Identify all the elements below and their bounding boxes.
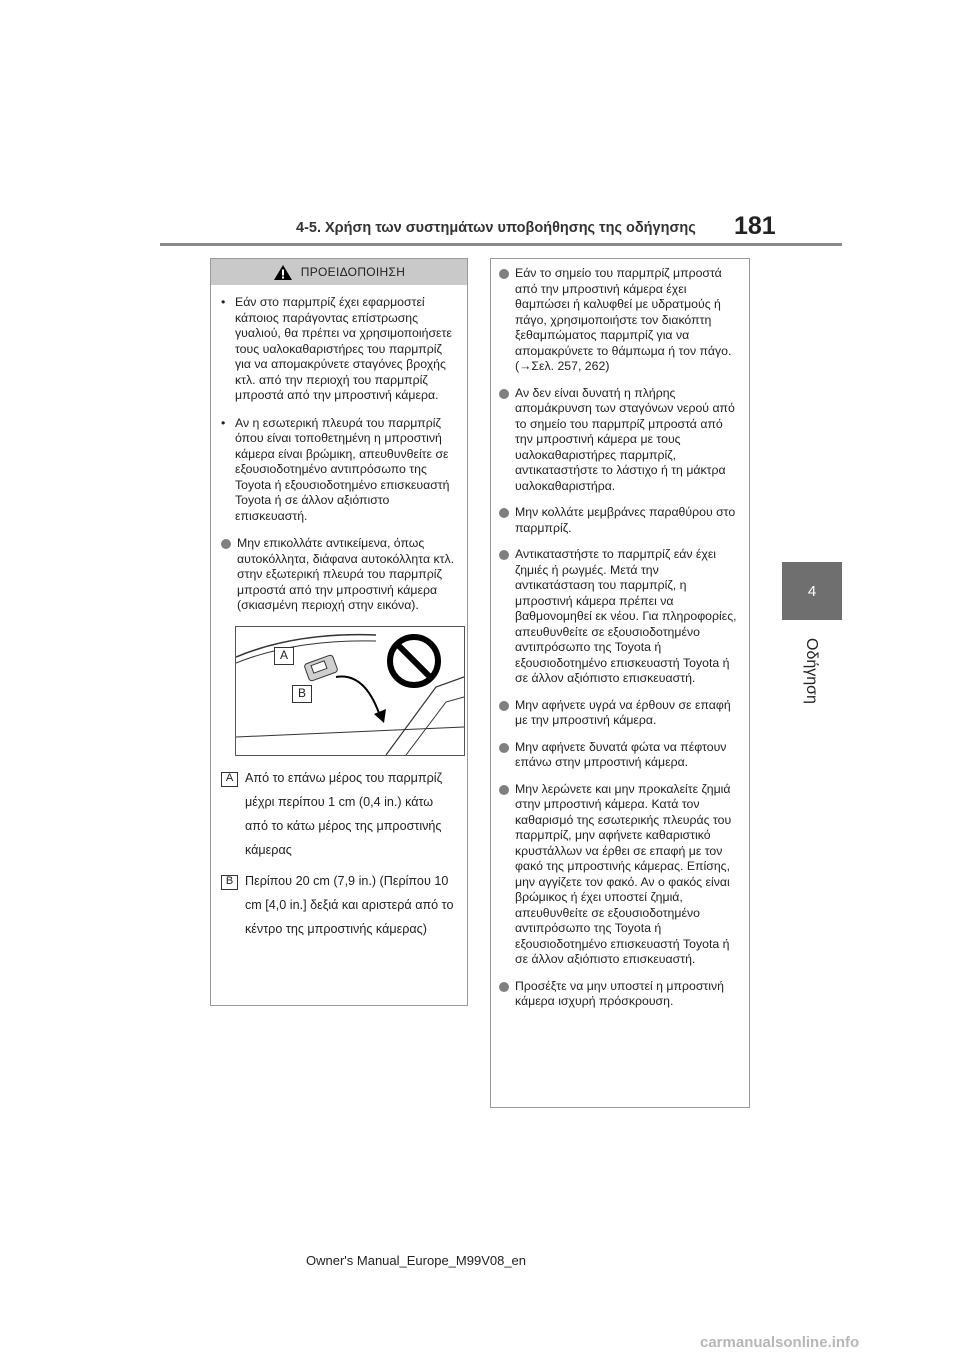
bullet-dot-icon [499, 508, 509, 518]
header-rule [160, 243, 842, 246]
warning-dash-text: Αν η εσωτερική πλευρά του παρμπρίζ όπου είναι τοποθετημένη η μπροστινή κάμερα είναι βρώμικη, απευθυνθείτε σε εξουσιοδοτημένο αντιπρόσωπο της Toyota ή εξουσιοδοτημένο επισκευαστή Toyota ή σε άλλον αξιόπιστο επισκευαστή. [235, 415, 450, 523]
warning-dot-text: Μην επικολλάτε αντικείμενα, όπως αυτοκόλλητα, διάφανα αυτοκόλλητα κτλ. στην εξωτερική πλευρά του παρμπρίζ μπροστά από την μπροστινή κάμερα (σκιασμένη περιοχή στην εικόνα). [237, 536, 455, 612]
list-item-text: Προσέξτε να μην υποστεί η μπροστινή κάμερα ισχυρή πρόσκρουση. [515, 978, 724, 1008]
windshield-camera-illustration [235, 626, 465, 756]
bullet-dot-icon [499, 269, 509, 279]
list-item [499, 386, 739, 495]
callout-a-label: A [279, 647, 288, 662]
bullet-dot-icon [499, 550, 509, 560]
list-item-text: Μην κολλάτε μεμβράνες παραθύρου στο παρμπρίζ. [515, 505, 736, 535]
legend [221, 770, 455, 941]
chapter-label: Οδήγηση [803, 638, 820, 704]
list-item-text: Μην αφήνετε δυνατά φώτα να πέφτουν επάνω στην μπροστινή κάμερα. [515, 739, 727, 769]
list-item [499, 547, 739, 687]
bullet-dot-icon [221, 539, 231, 549]
list-item-text: Αντικαταστήστε το παρμπρίζ εάν έχει ζημιές ή ρωγμές. Μετά την αντικατάσταση του παρμπρίζ, η μπροστινή κάμερα πρέπει να βαθμονομηθεί εκ νέου. Για πληροφορίες, απευθυνθείτε σε εξουσιοδοτημένο αντιπρόσωπο της Toyota ή εξουσιοδοτημένο επισκευαστή Toyota ή σε άλλον αξιόπιστο επισκευαστή. [515, 547, 737, 685]
warning-dash-text: Εάν στο παρμπρίζ έχει εφαρμοστεί κάποιος παράγοντας επίστρωσης γυαλιού, θα πρέπει να χρησιμοποιήσετε τους υαλοκαθαριστήρες του παρμπρίζ για να απομακρύνετε σταγόνες βροχής κτλ. από την περιοχή του παρμπρίζ μπροστά από την μπροστινή κάμερα. [235, 295, 452, 402]
bullet-dot-icon [499, 982, 509, 992]
warning-triangle-icon [273, 264, 293, 281]
list-item [499, 782, 739, 968]
warning-dot-item [221, 536, 455, 614]
right-column-box [490, 258, 750, 1108]
list-item-text: Μην αφήνετε υγρά να έρθουν σε επαφή με την μπροστινή κάμερα. [515, 697, 731, 727]
bullet-dot-icon [499, 701, 509, 711]
legend-text-a: Από το επάνω μέρος του παρμπρίζ μέχρι περίπου 1 cm (0,4 in.) κάτω από το κάτω μέρος της μπροστινής κάμερας [245, 770, 443, 857]
callout-b-label: B [297, 685, 306, 700]
list-item-text: Αν δεν είναι δυνατή η πλήρης απομάκρυνση των σταγόνων νερού από το σημείο του παρμπρίζ μπροστά από την μπροστινή κάμερα με τους υαλοκαθαριστήρες παρμπρίζ, αντικαταστήστε το λάστιχο ή τη μάκτρα υαλοκαθαριστήρα. [515, 385, 735, 493]
footer-text: Owner's Manual_Europe_M99V08_en [306, 1253, 527, 1268]
windshield-drawing [236, 627, 464, 755]
warning-dash-item: • Εάν στο παρμπρίζ έχει εφαρμοστεί κάποιος παράγοντας επίστρωσης γυαλιού, θα πρέπει να χρησιμοποιήσετε τους υαλοκαθαριστήρες του παρμπρίζ για να απομακρύνετε σταγόνες βροχής κτλ. από την περιοχή του παρμπρίζ μπροστά από την μπροστινή κάμερα. [221, 295, 455, 404]
chapter-number-tab: 4 [782, 562, 842, 620]
watermark[interactable]: carmanualsonline.info [700, 1334, 860, 1351]
list-item [499, 698, 739, 729]
page-number: 181 [734, 212, 776, 240]
callout-a-box [274, 647, 294, 665]
callout-b-box [292, 685, 312, 703]
warning-header [211, 259, 467, 285]
legend-key-b: B [221, 875, 238, 890]
warning-box [210, 258, 468, 1006]
bullet-dot-icon [499, 743, 509, 753]
bullet-dot-icon [499, 389, 509, 399]
list-item [499, 740, 739, 771]
legend-text-b: Περίπου 20 cm (7,9 in.) (Περίπου 10 cm [4,0 in.] δεξιά και αριστερά από το κέντρο της μπροστινής κάμερας) [245, 873, 454, 936]
list-item [499, 505, 739, 536]
list-item-text: Μην λερώνετε και μην προκαλείτε ζημιά στην μπροστινή κάμερα. Κατά τον καθαρισμό της εσωτερικής πλευράς του παρμπρίζ, μην αφήνετε καθαριστικό κρυστάλλων να έρθει σε επαφή με τον φακό της μπροστινής κάμερας. Επίσης, μην αγγίζετε τον φακό. Αν ο φακός είναι βρώμικος ή έχει υποστεί ζημιά, απευθυνθείτε σε εξουσιοδοτημένο αντιπρόσωπο της Toyota ή εξουσιοδοτημένο επισκευαστή Toyota ή σε άλλον αξιόπιστο επισκευαστή. [515, 781, 732, 966]
legend-row-b [221, 873, 455, 941]
legend-row-a [221, 770, 455, 862]
legend-key-a: A [221, 772, 238, 787]
chapter-label-container [786, 633, 836, 709]
list-item [499, 266, 739, 375]
list-item [499, 979, 739, 1010]
bullet-dot-icon [499, 785, 509, 795]
warning-dash-item: • Αν η εσωτερική πλευρά του παρμπρίζ όπου είναι τοποθετημένη η μπροστινή κάμερα είναι βρώμικη, απευθυνθείτε σε εξουσιοδοτημένο αντιπρόσωπο της Toyota ή εξουσιοδοτημένο επισκευαστή Toyota ή σε άλλον αξιόπιστο επισκευαστή. [221, 416, 455, 525]
section-title: 4-5. Χρήση των συστημάτων υποβοήθησης της οδήγησης [296, 220, 696, 236]
warning-title: ΠΡΟΕΙΔΟΠΟΙΗΣΗ [300, 265, 406, 279]
list-item-text: Εάν το σημείο του παρμπρίζ μπροστά από την μπροστινή κάμερα έχει θαμπώσει ή καλυφθεί με υδρατμούς ή πάγο, χρησιμοποιήστε τον διακόπτη ξεθαμπώματος παρμπρίζ για να απομακρύνετε το θάμπωμα ή τον πάγο. (→Σελ. 257, 262) [515, 266, 732, 373]
